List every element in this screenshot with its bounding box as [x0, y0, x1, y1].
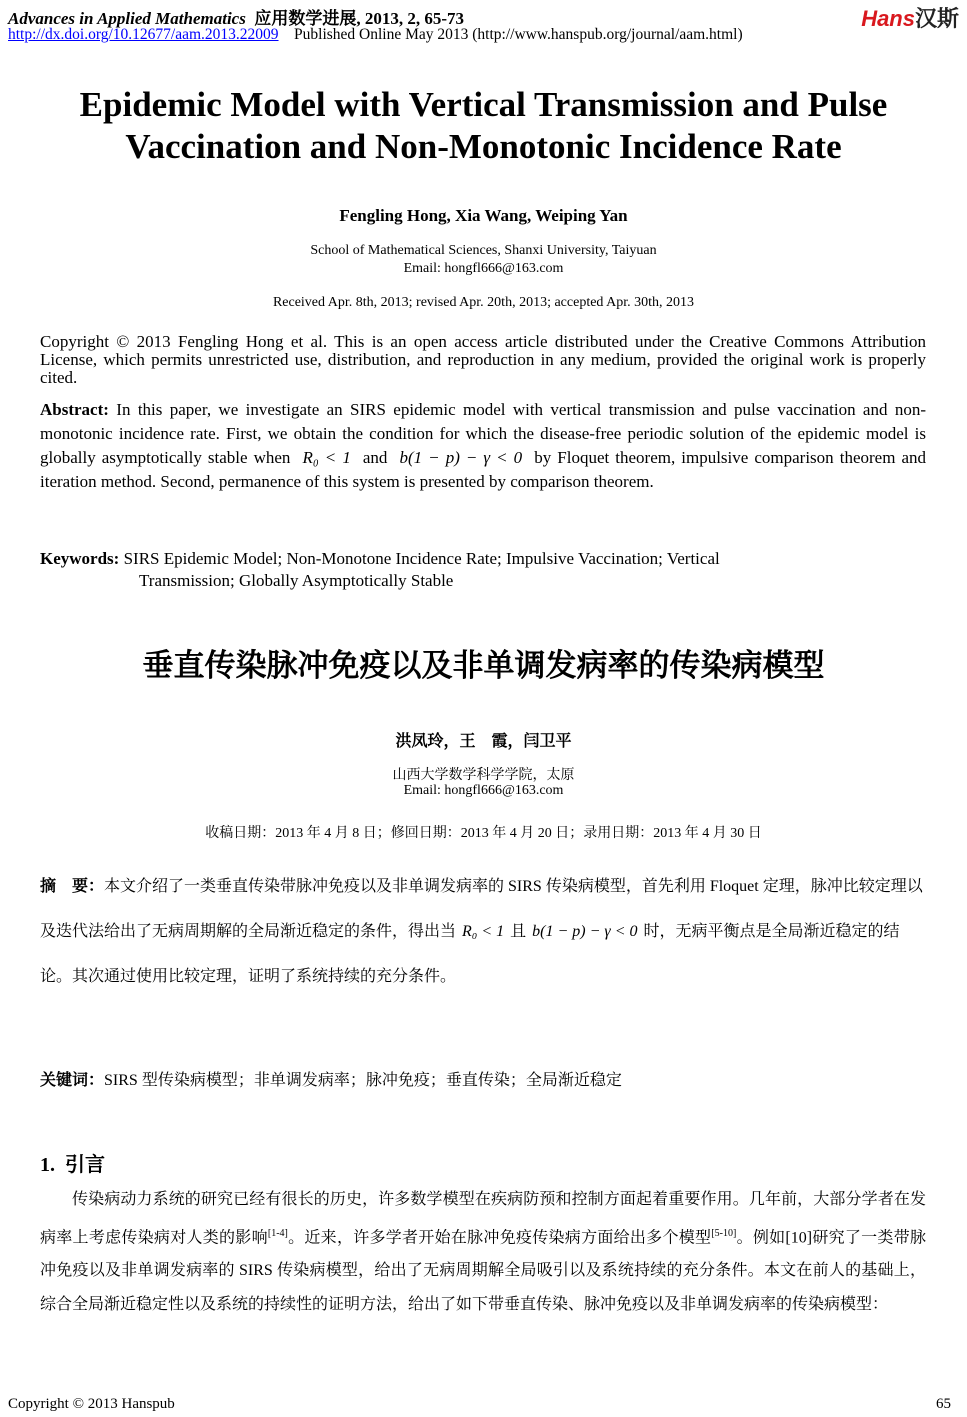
affiliation-cn: 山西大学数学科学学院，太原 — [392, 768, 575, 783]
doi-link[interactable]: http://dx.doi.org/10.12677/aam.2013.22009 — [8, 26, 279, 43]
intro-text: 传染病动力系统的研究已经有很长的历史，许多数学模型在疾病防预和控制方面起着重要作用。几年前，大部分学者在发病率上考虑传染病对人类的影响 — [40, 1191, 926, 1246]
math-r0: R₀ < 1 — [462, 923, 505, 940]
authors-cn: 洪凤玲，王 霞，闫卫平 — [395, 733, 572, 750]
abstract-text-cn: 且 — [510, 923, 527, 940]
paper-title — [0, 84, 967, 168]
section-number: 1. — [40, 1154, 55, 1176]
keywords-label-cn: 关键词： — [40, 1072, 105, 1089]
abstract-text: by Floquet theorem, impulsive comparison theorem and iteration method. Second, permanence of this system is presented by comparison theorem. — [40, 448, 927, 491]
keywords-label: Keywords: — [40, 549, 120, 568]
abstract-text-cn: 时，无病平衡点是全局渐近稳定的结论。其次通过使用比较定理，证明了系统持续的充分条件。 — [40, 923, 900, 985]
email: Email: hongfl666@163.com — [403, 261, 564, 276]
abstract-cn — [40, 864, 926, 999]
citation[interactable]: [5-10] — [711, 1227, 737, 1239]
copyright-notice: Copyright © 2013 Fengling Hong et al. This is an open access article distributed under the Creative Commons Attribution License, which permits unrestricted use, distribution, and reproduction in any medium, provided the original work is properly cited. — [40, 332, 926, 387]
abstract — [40, 398, 926, 494]
keywords-text: SIRS Epidemic Model; Non-Monotone Incidence Rate; Impulsive Vaccination; Vertical — [123, 549, 720, 568]
abstract-text: In this paper, we investigate an SIRS epidemic model with vertical transmission and pulse vaccination and non-monotonic incidence rate. First, we obtain the condition for which the disease-free periodic solution of the epidemic model is globally asymptotically stable when — [40, 400, 927, 467]
journal-name: Advances in Applied Mathematics — [8, 9, 246, 28]
affiliation: School of Mathematical Sciences, Shanxi University, Taiyuan — [310, 243, 657, 258]
dates: Received Apr. 8th, 2013; revised Apr. 20th, 2013; accepted Apr. 30th, 2013 — [272, 295, 695, 310]
math-r0: R₀ < 1 — [302, 448, 351, 467]
keywords-cn — [40, 1070, 926, 1092]
title-line: Vaccination and Non-Monotonic Incidence Rate — [125, 127, 842, 166]
abstract-text-cn: 本文介绍了一类垂直传染带脉冲免疫以及非单调发病率的 SIRS 传染病模型，首先利用 Floquet 定理，脉冲比较定理以及迭代法给出了无病周期解的全局渐近稳定的条件，得出当 — [40, 878, 923, 940]
logo-text-cn: 汉斯 — [914, 6, 959, 31]
math-condition: b(1 − p) − γ < 0 — [399, 448, 523, 467]
dates-cn: 收稿日期：2013 年 4 月 8 日；修回日期：2013 年 4 月 20 日；录用日期：2013 年 4 月 30 日 — [205, 826, 762, 841]
journal-issue: , 2013, 2, 65-73 — [356, 9, 465, 28]
keywords-text: Transmission; Globally Asymptotically Stable — [139, 571, 454, 590]
section-heading — [40, 1148, 105, 1177]
math-condition: b(1 − p) − γ < 0 — [532, 923, 638, 940]
paper-title-cn: 垂直传染脉冲免疫以及非单调发病率的传染病模型 — [142, 648, 825, 684]
publication-line — [8, 26, 743, 44]
abstract-text: and — [362, 448, 388, 467]
citation[interactable]: [1-4] — [267, 1227, 288, 1239]
intro-text: 。近来，许多学者开始在脉冲免疫传染病方面给出多个模型 — [287, 1228, 712, 1246]
intro-paragraph — [40, 1183, 926, 1321]
keywords-text-cn: SIRS 型传染病模型；非单调发病率；脉冲免疫；垂直传染；全局渐近稳定 — [104, 1072, 622, 1089]
email-cn: Email: hongfl666@163.com — [403, 783, 564, 798]
intro-text: 。例如[10]研究了一类带脉冲免疫以及非单调发病率的 SIRS 传染病模型，给出了无病周期解全局吸引以及系统持续的充分条件。本文在前人的基础上，综合全局渐近稳定性以及系统的持续性的证明方法，给出了如下带垂直传染、脉冲免疫以及非单调发病率的传染病模型： — [40, 1228, 926, 1313]
abstract-label: Abstract: — [40, 400, 109, 419]
keywords — [40, 548, 926, 592]
section-title: 引言 — [65, 1154, 105, 1176]
page-number: 65 — [936, 1396, 951, 1412]
abstract-label-cn: 摘 要： — [40, 878, 105, 895]
logo-text: Hans — [861, 6, 915, 31]
published-info: Published Online May 2013 (http://www.hanspub.org/journal/aam.html) — [294, 26, 743, 43]
title-line: Epidemic Model with Vertical Transmission and Pulse — [79, 85, 888, 124]
authors: Fengling Hong, Xia Wang, Weiping Yan — [339, 206, 628, 225]
footer-copyright: Copyright © 2013 Hanspub — [8, 1396, 175, 1412]
journal-name-cn: 应用数学进展 — [254, 9, 357, 28]
hans-logo — [861, 2, 959, 33]
